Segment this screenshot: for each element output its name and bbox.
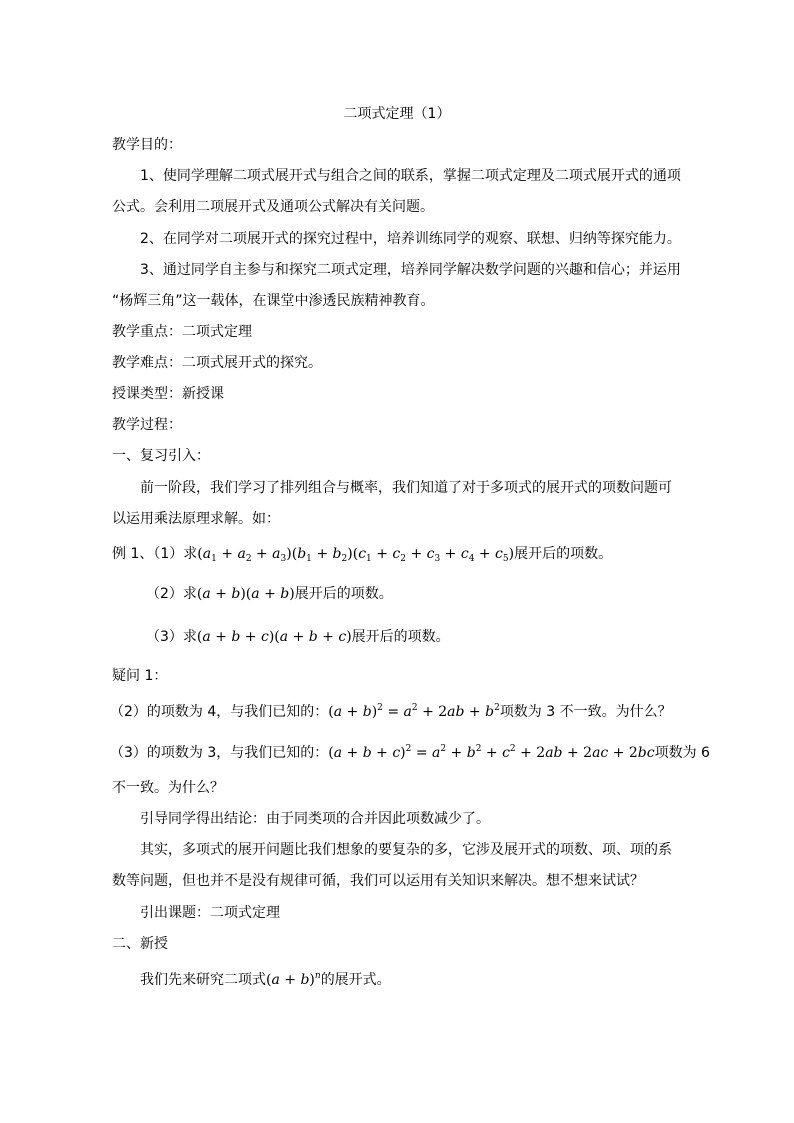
example-2-suffix: 展开后的项数。 — [294, 586, 393, 602]
question-2-formula: $(a + b + c)^2 = a^2 + b^2 + c^2 + 2ab + 2ac + 2bc$ — [328, 744, 655, 761]
question-1-prefix: （2）的项数为 4，与我们已知的： — [110, 704, 329, 720]
paragraph-line-2: 数等问题，但也并不是没有规律可循，我们可以运用有关知识来解决。想不想来试试？ — [112, 873, 644, 889]
section-2-heading: 二、新授 — [112, 936, 168, 952]
example-1-suffix: 展开后的项数。 — [514, 546, 613, 562]
objective-1-line-2: 公式。会利用二项展开式及通项公式解决有关问题。 — [112, 199, 434, 215]
question-2-line-2: 不一致。为什么？ — [112, 780, 224, 796]
binomial-formula: $(a + b)^n$ — [266, 971, 321, 988]
example-3-prefix: （3）求 — [146, 629, 197, 645]
intro-line-2: 以运用乘法原理求解。如： — [112, 511, 280, 527]
objectives-heading: 教学目的： — [112, 137, 182, 153]
objective-3-line-1: 3、通过同学自主参与和探究二项式定理，培养同学解决数学问题的兴趣和信心；并运用 — [140, 262, 681, 278]
difficulty: 教学难点：二项式展开式的探究。 — [112, 355, 322, 371]
intro-line-1: 前一阶段，我们学习了排列组合与概率，我们知道了对于多项式的展开式的项数问题可 — [140, 480, 672, 496]
process-heading: 教学过程： — [112, 417, 182, 433]
objective-2: 2、在同学对二项展开式的探究过程中，培养训练同学的观察、联想、归纳等探究能力。 — [140, 231, 681, 247]
example-1-formula: $(a_1 + a_2 + a_3)(b_1 + b_2)(c_1 + c_2 + c_3 + c_4 + c_5)$ — [197, 546, 515, 564]
question-1-formula: $(a + b)^2 = a^2 + 2ab + b^2$ — [328, 703, 500, 720]
question-heading: 疑问 1： — [112, 668, 168, 684]
objective-1-line-1: 1、使同学理解二项式展开式与组合之间的联系，掌握二项式定理及二项式展开式的通项 — [140, 168, 681, 184]
topic: 引出课题：二项式定理 — [140, 905, 280, 921]
paragraph-line-1: 其实，多项式的展开问题比我们想象的要复杂的多，它涉及展开式的项数、项、项的系 — [140, 842, 672, 858]
example-2 — [146, 584, 690, 604]
key-point: 教学重点：二项式定理 — [112, 324, 252, 340]
question-1 — [110, 702, 688, 722]
conclusion: 引导同学得出结论：由于同类项的合并因此项数减少了。 — [140, 811, 490, 827]
example-3 — [146, 627, 690, 647]
example-2-prefix: （2）求 — [146, 586, 197, 602]
question-2-prefix: （3）的项数为 3，与我们已知的： — [110, 745, 329, 761]
example-1 — [112, 544, 690, 564]
example-3-suffix: 展开后的项数。 — [351, 629, 450, 645]
example-2-formula: (a + b)(a + b) — [196, 586, 295, 602]
section-1-heading: 一、复习引入： — [112, 448, 210, 464]
section-2-prefix: 我们先来研究二项式 — [140, 972, 266, 988]
example-1-prefix: 例 1、（1）求 — [112, 546, 198, 562]
document-title: 二项式定理（1） — [343, 106, 451, 122]
section-2-suffix: 的展开式。 — [320, 972, 391, 988]
question-2-suffix: 项数为 6 — [654, 745, 710, 761]
section-2-line-1 — [140, 970, 690, 990]
question-1-suffix: 项数为 3 不一致。为什么？ — [499, 704, 672, 720]
objective-3-line-2: “杨辉三角”这一载体，在课堂中渗透民族精神教育。 — [112, 293, 435, 309]
question-2 — [110, 743, 710, 763]
lesson-type: 授课类型：新授课 — [112, 386, 224, 402]
example-3-formula: (a + b + c)(a + b + c) — [196, 629, 352, 645]
